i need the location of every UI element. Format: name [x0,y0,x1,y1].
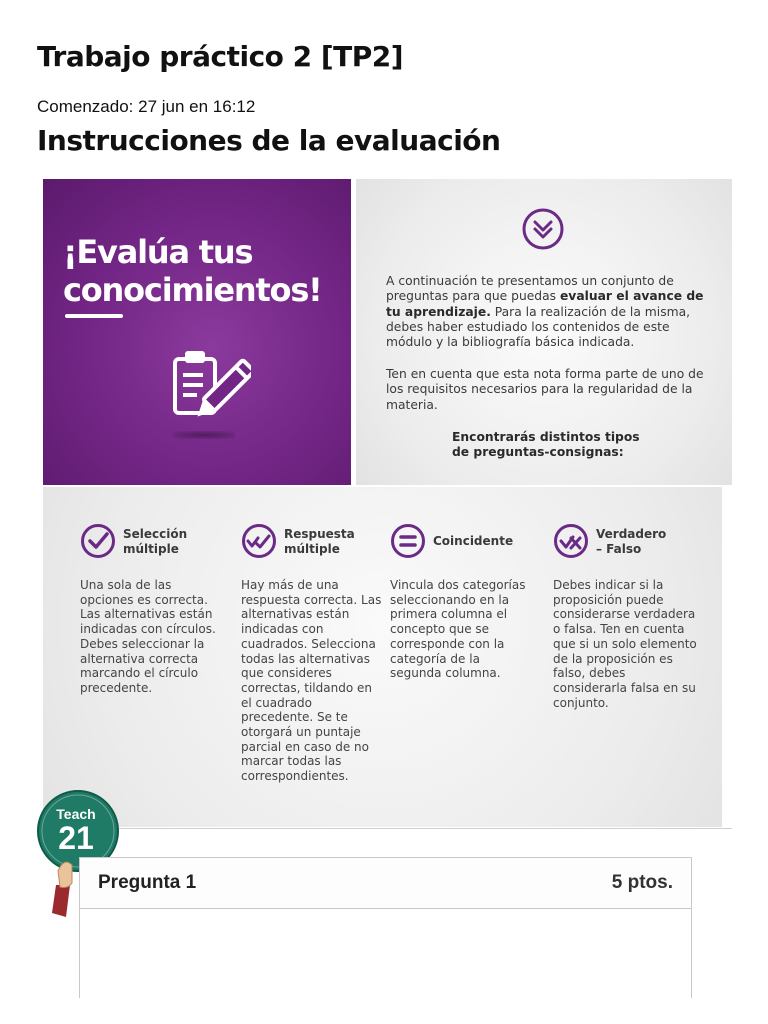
question-type-description: Una sola de las opciones es correcta. Las alternativas están indicadas con círculos. Debes seleccionar la alternativa correcta marcando el círculo precedente. [80,578,216,695]
question-title: Pregunta 1 [98,872,197,893]
question-type-name [284,527,394,556]
badge-label: Teach [56,806,96,822]
question-type-name [433,534,543,549]
double-chevron-down-icon [521,207,565,251]
hero-line-2: conocimientos! [63,271,322,309]
type-name-line-2: múltiple [123,541,179,556]
hero-line-1: ¡Evalúa tus [63,233,253,271]
types-heading [452,430,692,461]
icon-shadow [173,431,235,439]
question-type-description: Debes indicar si la proposición puede considerarse verdadera o falsa. Ten en cuenta que si un solo elemento de la proposición es falso, debes considerarla falsa en su conjunto. [553,578,697,710]
hero-panel [43,179,351,485]
question-points: 5 ptos. [611,872,673,893]
intro-bold: evaluar el avance de tu aprendizaje. [386,289,704,319]
type-name-line-1: Verdadero [596,527,667,541]
type-name-line-1: Respuesta [284,527,355,541]
question-type-description: Vincula dos categorías seleccionando en la primera columna el concepto que se corresponde con la categoría de la segunda columna. [390,578,526,681]
type-name-line-1: Coincidente [433,534,514,548]
intro-text [386,274,716,350]
intro-part-2: Para la realización de la misma, debes haber estudiado los contenidos de este módulo y la bibliografía básica indicada. [386,304,691,350]
hero-underline [65,314,123,318]
question-header [80,858,691,909]
started-timestamp: Comenzado: 27 jun en 16:12 [37,97,256,116]
intro-part-1: A continuación te presentamos un conjunto de preguntas para que puedas [386,274,674,304]
intro-panel [356,179,732,485]
badge-number: 21 [58,820,94,856]
instructions-banner [43,179,732,485]
question-types-panel [43,487,722,827]
question-type-description: Hay más de una respuesta correcta. Las alternativas están indicadas con cuadrados. Selecciona todas las alternativas que consideres correctas, tildando en el cuadrado precedente. Se te otorgará un puntaje parcial en caso de no marcar todas las correspondientes. [241,578,382,784]
type-name-line-1: Selección [123,527,188,541]
question-type-name [123,527,233,556]
types-heading-line-2: de preguntas-consignas: [452,445,624,460]
divider [78,828,732,829]
type-name-line-2: – Falso [596,541,642,556]
question-type-name [596,527,706,556]
check-circle-icon [80,523,116,559]
note-text: Ten en cuenta que esta nota forma parte de uno de los requisitos necesarios para la regularidad de la materia. [386,367,704,412]
types-heading-line-1: Encontrarás distintos tipos [452,430,640,444]
equals-circle-icon [390,523,426,559]
type-name-line-2: múltiple [284,541,340,556]
clipboard-pencil-icon [171,347,251,431]
section-title: Instrucciones de la evaluación [37,124,501,157]
hero-title [63,233,322,309]
double-check-circle-icon [241,523,277,559]
page-title: Trabajo práctico 2 [TP2] [37,40,404,73]
question-card [79,857,692,998]
check-cross-circle-icon [553,523,589,559]
